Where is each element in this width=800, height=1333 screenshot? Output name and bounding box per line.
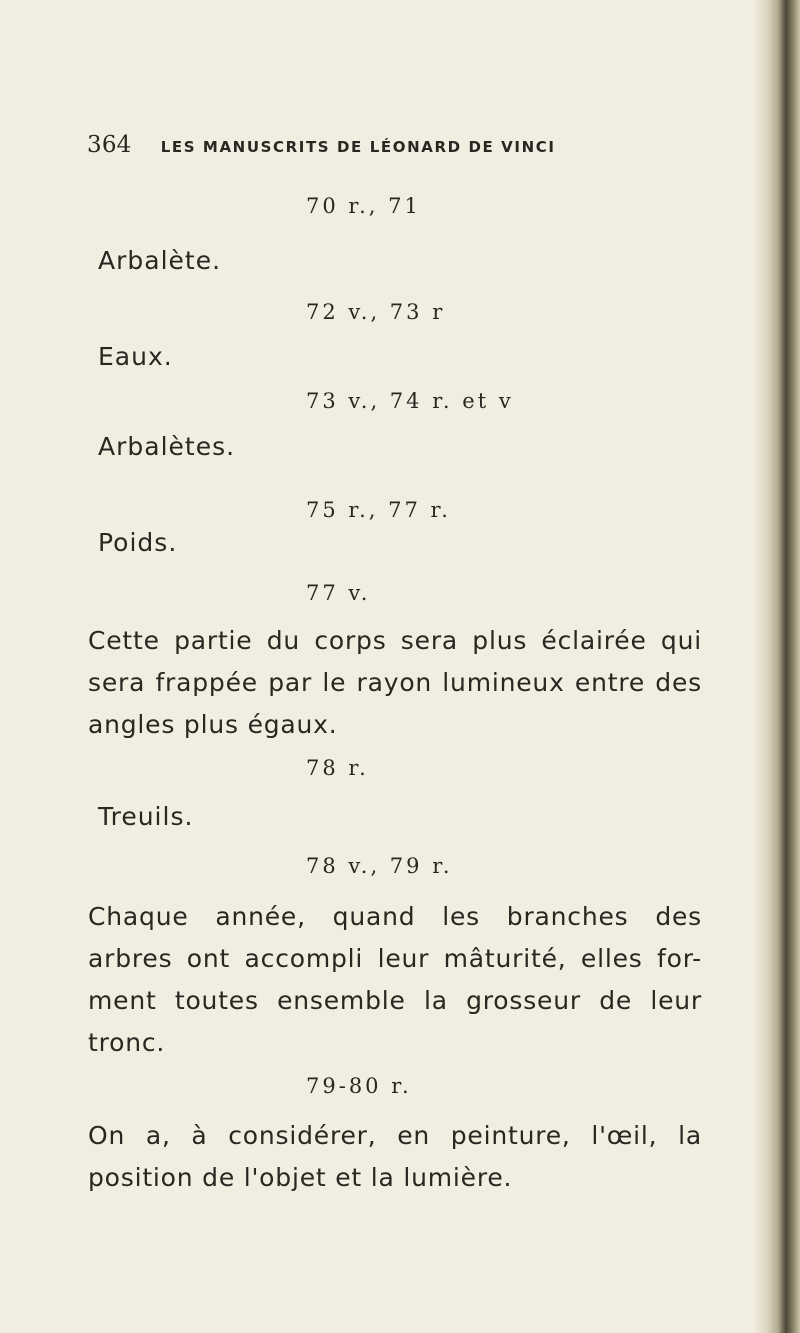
folio-ref: 70 r., 71 (306, 194, 421, 218)
running-title: LES MANUSCRITS DE LÉONARD DE VINCI (160, 138, 556, 156)
page-edge-shadow (754, 0, 800, 1333)
paragraph (88, 896, 702, 1064)
paragraph-line: Chaque année, quand les branches des (88, 902, 702, 931)
paragraph-line: On a, à considérer, en peinture, l'œil, la (88, 1121, 702, 1150)
page-number: 364 (87, 132, 132, 158)
folio-ref: 77 v. (306, 581, 371, 605)
entry-heading: Treuils. (98, 802, 194, 831)
paragraph (88, 1115, 702, 1199)
paragraph (88, 620, 702, 746)
paragraph-line: angles plus égaux. (88, 710, 338, 739)
paragraph-line: ment toutes ensemble la grosseur de leur (88, 986, 702, 1015)
folio-ref: 78 v., 79 r. (306, 854, 453, 878)
entry-heading: Eaux. (98, 342, 173, 371)
folio-ref: 75 r., 77 r. (306, 498, 451, 522)
entry-heading: Poids. (98, 528, 178, 557)
running-header (87, 132, 727, 158)
folio-ref: 78 r. (306, 756, 369, 780)
paragraph-line: arbres ont accompli leur mâturité, elles for- (88, 944, 702, 973)
paragraph-line: Cette partie du corps sera plus éclairée qui (88, 626, 702, 655)
paragraph-line: position de l'objet et la lumière. (88, 1163, 513, 1192)
entry-heading: Arbalète. (98, 246, 222, 275)
paragraph-line: tronc. (88, 1028, 166, 1057)
entry-heading: Arbalètes. (98, 432, 236, 461)
folio-ref: 79-80 r. (306, 1074, 412, 1098)
folio-ref: 72 v., 73 r (306, 300, 446, 324)
folio-ref: 73 v., 74 r. et v (306, 389, 514, 413)
paragraph-line: sera frappée par le rayon lumineux entre des (88, 668, 702, 697)
